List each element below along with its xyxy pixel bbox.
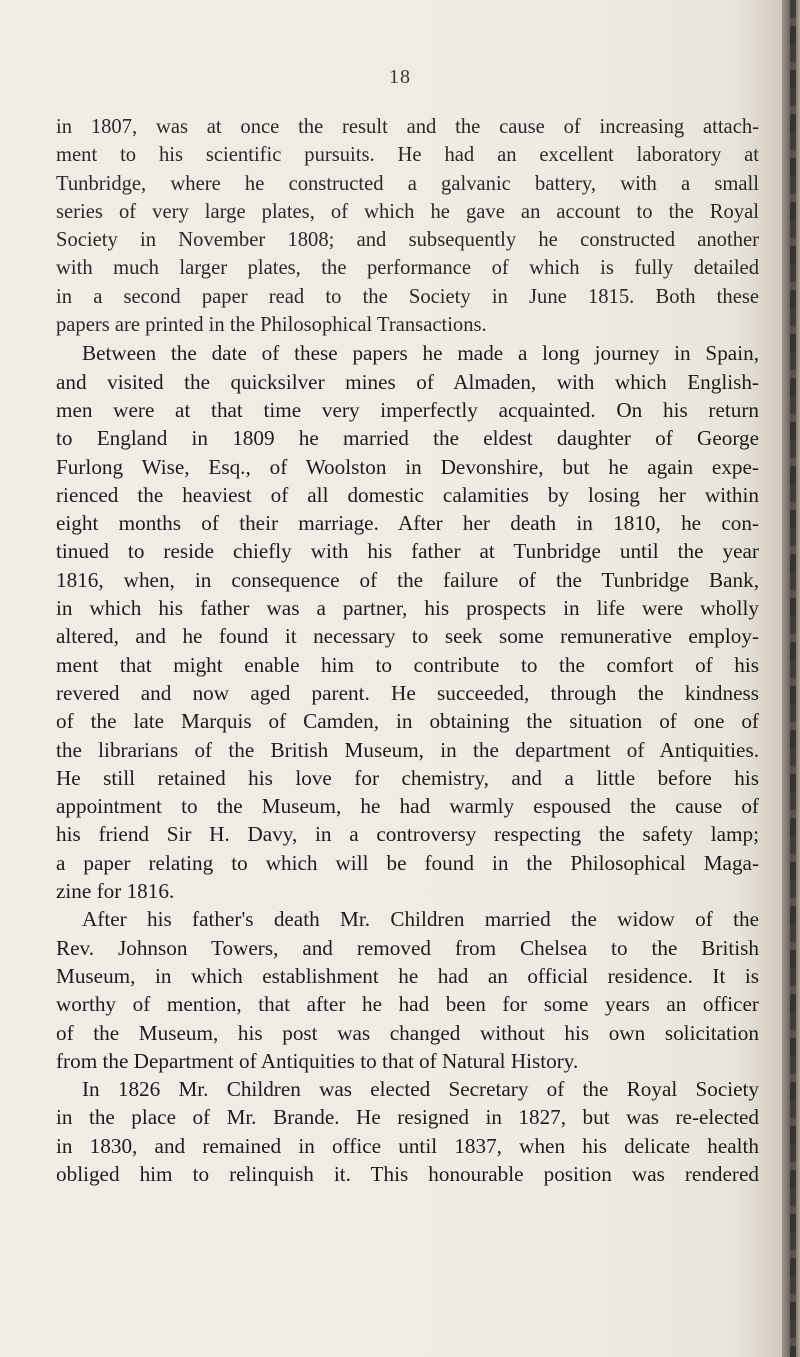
text-line: Museum, in which establishment he had an official residence. It is xyxy=(56,963,759,988)
text-line: in which his father was a partner, his prospects in life were wholly xyxy=(56,596,759,621)
text-line: men were at that time very imperfectly acquainted. On his return xyxy=(56,397,759,422)
text-line: to England in 1809 he married the eldest daughter of George xyxy=(56,426,759,451)
text-line: Society in November 1808; and subsequently he constructed another xyxy=(56,229,759,252)
text-line: eight months of their marriage. After her death in 1810, he con- xyxy=(56,511,759,536)
text-line: in 1807, was at once the result and the cause of increasing attach- xyxy=(56,116,759,138)
text-line: with much larger plates, the performance of which is fully detailed xyxy=(56,257,759,280)
text-line: in a second paper read to the Society in June 1815. Both these xyxy=(56,285,759,308)
text-line: a paper relating to which will be found in the Philosophical Maga- xyxy=(56,850,759,875)
text-line: papers are printed in the Philosophical Transactions. xyxy=(56,314,487,337)
text-line: of the late Marquis of Camden, in obtaining the situation of one of xyxy=(56,709,759,734)
text-line: rienced the heaviest of all domestic calamities by losing her within xyxy=(56,482,759,507)
text-line: Rev. Johnson Towers, and removed from Chelsea to the British xyxy=(56,935,759,960)
paragraph xyxy=(56,113,759,339)
text-line: Between the date of these papers he made a long journey in Spain, xyxy=(82,341,759,366)
paragraph xyxy=(56,339,759,905)
page-edge-shadow xyxy=(782,0,800,1357)
text-line: Tunbridge, where he constructed a galvanic battery, with a small xyxy=(56,172,759,195)
text-line: and visited the quicksilver mines of Almaden, with which English- xyxy=(56,369,759,394)
text-line: from the Department of Antiquities to that of Natural History. xyxy=(56,1048,579,1073)
text-line: in the place of Mr. Brande. He resigned in 1827, but was re-elected xyxy=(56,1105,759,1130)
text-line: his friend Sir H. Davy, in a controversy respecting the safety lamp; xyxy=(56,822,759,847)
text-line: revered and now aged parent. He succeeded, through the kindness xyxy=(56,680,759,705)
text-line: ment to his scientific pursuits. He had an excellent laboratory at xyxy=(56,144,759,167)
text-line: of the Museum, his post was changed without his own solicitation xyxy=(56,1020,759,1045)
text-line: 1816, when, in consequence of the failure of the Tunbridge Bank, xyxy=(56,567,759,592)
paragraph xyxy=(56,905,759,1075)
text-line: appointment to the Museum, he had warmly espoused the cause of xyxy=(56,794,759,819)
text-line: obliged him to relinquish it. This honourable position was rendered xyxy=(56,1161,759,1186)
text-line: zine for 1816. xyxy=(56,879,175,904)
text-line: After his father's death Mr. Children married the widow of the xyxy=(82,907,759,932)
text-line: He still retained his love for chemistry, and a little before his xyxy=(56,765,759,790)
text-line: series of very large plates, of which he gave an account to the Royal xyxy=(56,200,759,223)
text-line: ment that might enable him to contribute to the comfort of his xyxy=(56,652,759,677)
text-line: Furlong Wise, Esq., of Woolston in Devonshire, but he again expe- xyxy=(56,454,759,479)
body-text xyxy=(56,113,759,1188)
text-line: worthy of mention, that after he had been for some years an officer xyxy=(56,992,759,1017)
paragraph xyxy=(56,1075,759,1188)
text-line: altered, and he found it necessary to seek some remunerative employ- xyxy=(56,624,759,649)
text-line: in 1830, and remained in office until 1837, when his delicate health xyxy=(56,1133,759,1158)
text-line: In 1826 Mr. Children was elected Secretary of the Royal Society xyxy=(82,1077,759,1102)
page-number: 18 xyxy=(389,66,411,88)
text-line: tinued to reside chiefly with his father at Tunbridge until the year xyxy=(56,539,759,564)
text-line: the librarians of the British Museum, in the department of Antiquities. xyxy=(56,737,759,762)
